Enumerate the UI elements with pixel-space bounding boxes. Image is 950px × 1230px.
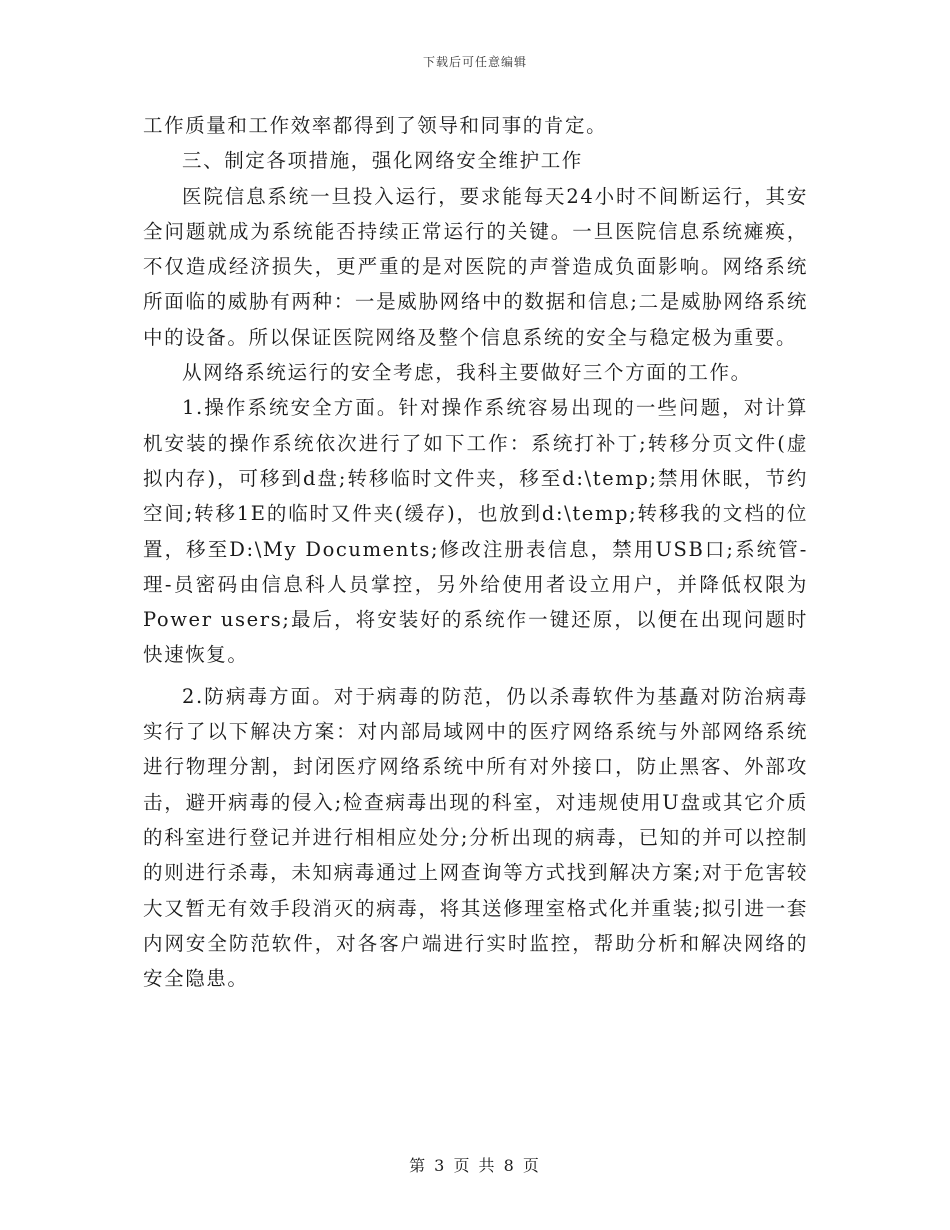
paragraph-security-importance: 医院信息系统一旦投入运行，要求能每天24小时不间断运行，其安全问题就成为系统能否持续正常运行的关键。一旦医院信息系统瘫痪，不仅造成经济损失，更严重的是对医院的声誉造成负面影响。网络系统所面临的威胁有两种：一是威胁网络中的数据和信息;二是威胁网络系统中的设备。所以保证医院网络及整个信息系统的安全与稳定极为重要。 [143,184,808,349]
paragraph-antivirus: 2.防病毒方面。对于病毒的防范，仍以杀毒软件为基矗对防治病毒实行了以下解决方案：对内部局域网中的医疗网络系统与外部网络系统进行物理分割，封闭医疗网络系统中所有对外接口，防止黑客、外部攻击，避开病毒的侵入;检查病毒出现的科室，对违规使用U盘或其它介质的科室进行登记并进行相相应处分;分析出现的病毒，已知的并可以控制的则进行杀毒，未知病毒通过上网查询等方式找到解决方案;对于危害较大又暂无有效手段消灭的病毒，将其送修理室格式化并重装;拟引进一套内网安全防范软件，对各客户端进行实时监控，帮助分析和解决网络的安全隐患。 [143,684,808,991]
paragraph-continuation: 工作质量和工作效率都得到了领导和同事的肯定。 [143,114,608,137]
page-header: 下载后可任意编辑 [422,55,527,69]
document-body [143,108,808,996]
page-number-footer: 第 3 页 共 8 页 [409,1156,541,1175]
paragraph-os-security: 1.操作系统安全方面。针对操作系统容易出现的一些问题，对计算机安装的操作系统依次进行了如下工作：系统打补丁;转移分页文件(虚拟内存)，可移到d盘;转移临时文件夹，移至d:\temp;禁用休眠，节约空间;转移1E的临时又件夹(缓存)，也放到d:\temp;转移我的文档的位置，移至D:\My Documents;修改注册表信息，禁用USB口;系统管-理-员密码由信息科人员掌控，另外给使用者设立用户，并降低权限为Power users;最后，将安装好的系统作一键还原，以便在出现问题时快速恢复。 [143,396,808,667]
paragraph-three-aspects: 从网络系统运行的安全考虑，我科主要做好三个方面的工作。 [182,361,752,385]
section-heading: 三、制定各项措施，强化网络安全维护工作 [182,149,583,173]
